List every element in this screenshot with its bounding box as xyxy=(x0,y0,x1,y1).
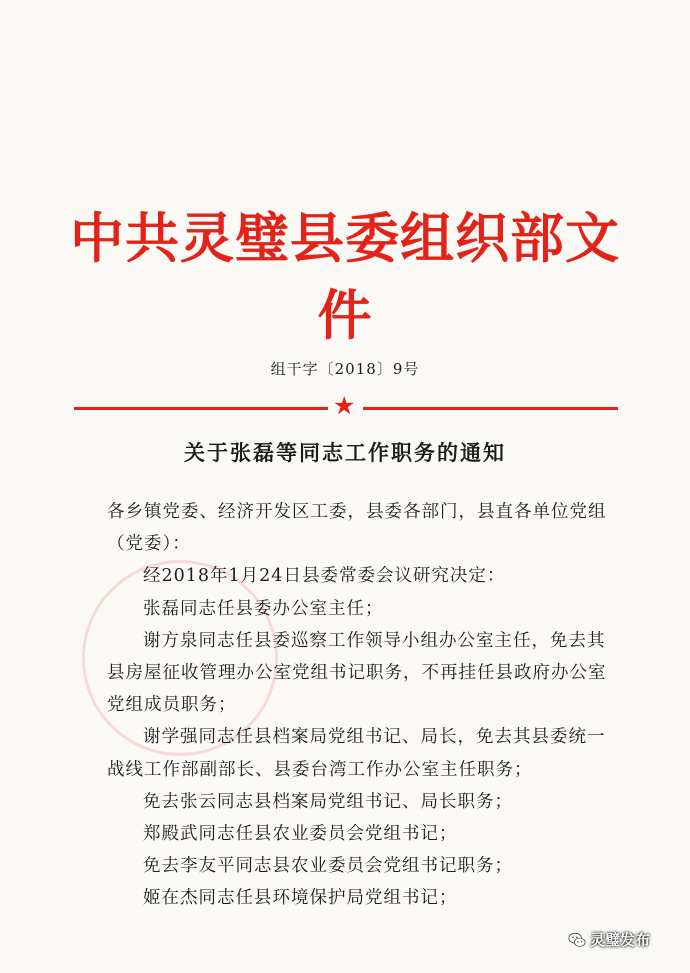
body-paragraph: 谢方泉同志任县委巡察工作领导小组办公室主任，免去其县房屋征收管理办公室党组书记职务，不再挂任县政府办公室党组成员职务； xyxy=(107,630,607,716)
document-header: 中共灵璧县委组织部文件 xyxy=(70,206,620,347)
red-rule-right xyxy=(363,407,618,410)
addressee: 各乡镇党委、经济开发区工委，县委各部门，县直各单位党组（党委）： xyxy=(107,502,607,555)
body-paragraph: 经2018年1月24日县委常委会议研究决定： xyxy=(143,566,506,587)
wechat-watermark xyxy=(568,929,650,950)
red-star-icon: ★ xyxy=(333,391,356,420)
wechat-icon xyxy=(568,931,586,949)
body-paragraph: 郑殿武同志任县农业委员会党组书记； xyxy=(143,824,458,845)
document-number: 组干字〔2018〕9号 xyxy=(270,360,420,378)
watermark-label: 灵璧发布 xyxy=(590,931,651,949)
body-paragraph: 谢学强同志任县档案局党组书记、局长，免去其县委统一战线工作部副部长、县委台湾工作办公室主任职务； xyxy=(107,727,606,780)
body-paragraph: 免去李友平同志县农业委员会党组书记职务； xyxy=(143,856,513,877)
body-paragraph: 张磊同志任县委办公室主任； xyxy=(143,598,384,619)
notice-body xyxy=(107,496,622,915)
body-paragraph: 免去张云同志县档案局党组书记、局长职务； xyxy=(143,791,513,812)
red-rule-left xyxy=(74,407,328,410)
body-paragraph: 姬在杰同志任县环境保护局党组书记； xyxy=(143,888,458,909)
notice-title: 关于张磊等同志工作职务的通知 xyxy=(184,440,506,465)
